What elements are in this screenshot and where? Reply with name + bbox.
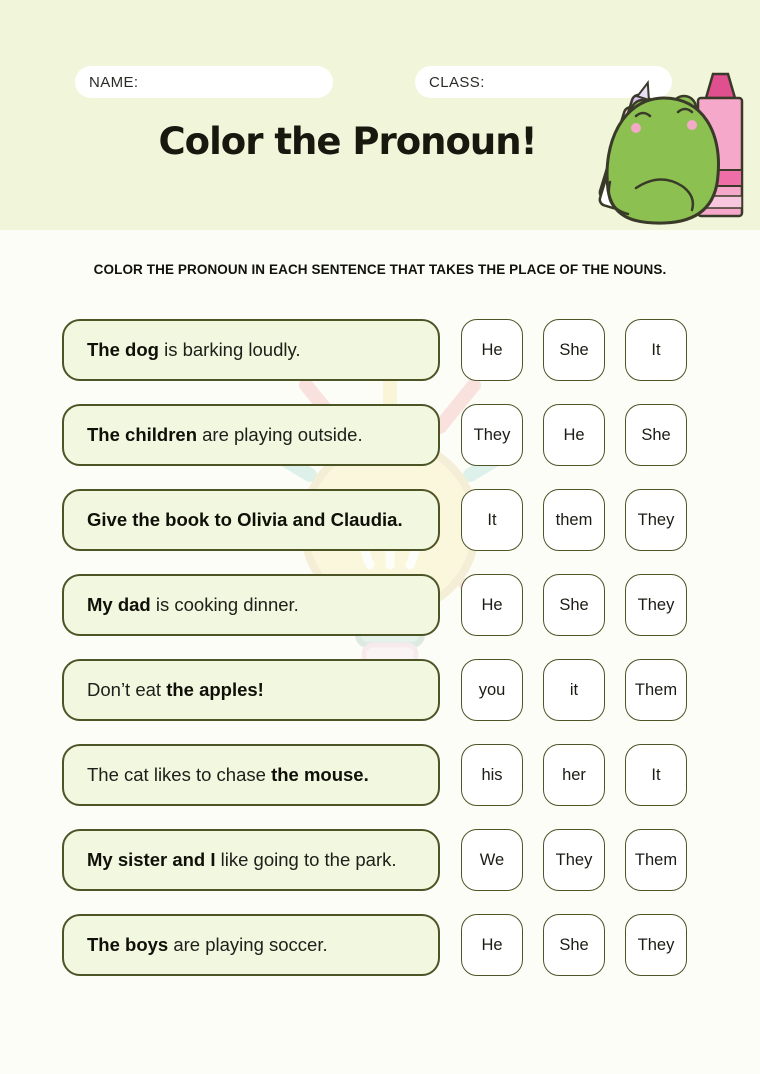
pronoun-option-label: you: [478, 680, 506, 699]
worksheet-row: [0, 914, 760, 976]
pronoun-option-label: He: [481, 935, 503, 954]
sentence-box: [62, 659, 440, 721]
pronoun-option-her[interactable]: [543, 744, 605, 806]
sentence-box: [62, 829, 440, 891]
instruction-text: COLOR THE PRONOUN IN EACH SENTENCE THAT TAKES THE PLACE OF THE NOUNS.: [93, 262, 667, 277]
pronoun-option-label: her: [562, 765, 586, 784]
pronoun-option-them[interactable]: [625, 659, 687, 721]
pronoun-options: [461, 829, 687, 891]
pronoun-options: [461, 659, 687, 721]
pronoun-options: [461, 914, 687, 976]
worksheet-header: [0, 0, 760, 230]
pronoun-option-it[interactable]: [461, 489, 523, 551]
pronoun-option-label: it: [569, 680, 579, 699]
pronoun-option-it[interactable]: [543, 659, 605, 721]
pronoun-options: [461, 574, 687, 636]
pronoun-option-label: She: [559, 340, 589, 359]
pronoun-option-label: We: [479, 850, 505, 869]
sentence-noun-phrase: The dog: [87, 339, 159, 360]
pronoun-option-she[interactable]: [543, 319, 605, 381]
worksheet-row: [0, 404, 760, 466]
sentence-box: [62, 744, 440, 806]
sentence-noun-phrase: The boys: [87, 934, 169, 955]
pronoun-option-label: It: [651, 340, 661, 359]
sentence-box: [62, 914, 440, 976]
worksheet-row: [0, 829, 760, 891]
pronoun-option-label: He: [481, 595, 503, 614]
pronoun-option-label: They: [637, 510, 675, 529]
worksheet-row: [0, 489, 760, 551]
pronoun-option-he[interactable]: [461, 574, 523, 636]
sentence-text: like going to the park.: [215, 849, 397, 870]
page-title: Color the Pronoun!: [158, 120, 537, 163]
pronoun-options: [461, 319, 687, 381]
pronoun-options: [461, 489, 687, 551]
sentence-text: is barking loudly.: [158, 339, 301, 360]
pronoun-option-label: his: [481, 765, 503, 784]
pronoun-option-label: It: [487, 510, 497, 529]
sentence-noun-phrase: My sister and I: [87, 849, 216, 870]
sentence-text: are playing outside.: [197, 424, 363, 445]
name-field[interactable]: [75, 66, 333, 98]
pronoun-option-label: It: [651, 765, 661, 784]
sentence-text: are playing soccer.: [168, 934, 328, 955]
pronoun-option-label: She: [641, 425, 671, 444]
worksheet-row: [0, 574, 760, 636]
pronoun-option-she[interactable]: [543, 914, 605, 976]
pronoun-option-label: They: [637, 595, 675, 614]
pronoun-option-they[interactable]: [543, 829, 605, 891]
pronoun-option-they[interactable]: [625, 914, 687, 976]
sentence-box: [62, 489, 440, 551]
pronoun-option-label: Them: [634, 680, 678, 699]
pronoun-option-we[interactable]: [461, 829, 523, 891]
pronoun-option-you[interactable]: [461, 659, 523, 721]
pronoun-option-they[interactable]: [461, 404, 523, 466]
sentence-text: The cat likes to chase: [87, 764, 272, 785]
pronoun-options: [461, 744, 687, 806]
pronoun-option-she[interactable]: [543, 574, 605, 636]
worksheet-row: [0, 659, 760, 721]
pronoun-option-label: They: [473, 425, 511, 444]
sentence-box: [62, 574, 440, 636]
pronoun-option-them[interactable]: [625, 829, 687, 891]
pronoun-option-label: She: [559, 935, 589, 954]
worksheet-row: [0, 744, 760, 806]
sentence-text: Don’t eat: [87, 679, 167, 700]
pronoun-option-he[interactable]: [543, 404, 605, 466]
pronoun-option-it[interactable]: [625, 744, 687, 806]
frog-illustration-icon: [580, 70, 752, 230]
worksheet-row: [0, 319, 760, 381]
name-label: NAME:: [89, 73, 139, 91]
pronoun-option-he[interactable]: [461, 914, 523, 976]
pronoun-option-it[interactable]: [625, 319, 687, 381]
sentence-box: [62, 404, 440, 466]
class-label: CLASS:: [429, 73, 485, 91]
pronoun-option-label: them: [555, 510, 593, 529]
sentence-noun-phrase: My dad: [87, 594, 151, 615]
sentence-noun-phrase: the apples!: [166, 679, 264, 700]
pronoun-option-they[interactable]: [625, 489, 687, 551]
worksheet-rows: [0, 319, 760, 999]
pronoun-option-label: She: [559, 595, 589, 614]
pronoun-option-label: Them: [634, 850, 678, 869]
pronoun-option-his[interactable]: [461, 744, 523, 806]
pronoun-option-she[interactable]: [625, 404, 687, 466]
sentence-box: [62, 319, 440, 381]
sentence-noun-phrase: The children: [87, 424, 197, 445]
pronoun-option-label: He: [563, 425, 585, 444]
pronoun-options: [461, 404, 687, 466]
sentence-noun-phrase: Give the book to Olivia and Claudia.: [87, 509, 403, 530]
sentence-text: is cooking dinner.: [150, 594, 299, 615]
pronoun-option-them[interactable]: [543, 489, 605, 551]
pronoun-option-label: They: [555, 850, 593, 869]
pronoun-option-he[interactable]: [461, 319, 523, 381]
pronoun-option-label: He: [481, 340, 503, 359]
sentence-noun-phrase: the mouse.: [271, 764, 369, 785]
pronoun-option-they[interactable]: [625, 574, 687, 636]
pronoun-option-label: They: [637, 935, 675, 954]
